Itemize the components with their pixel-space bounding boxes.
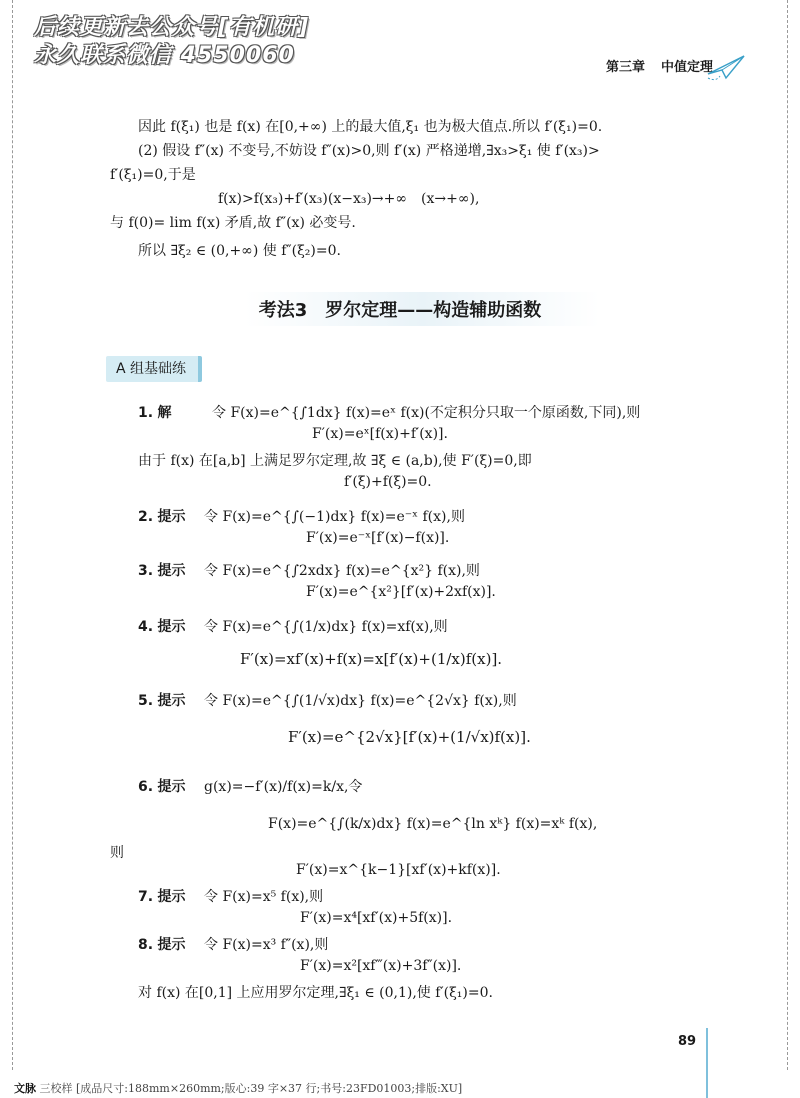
section-title: 考法3 罗尔定理——构造辅助函数 <box>258 300 542 321</box>
item-1: 1. 解 <box>138 405 172 421</box>
item-6-line-4: F′(x)=x^{k−1}[xf′(x)+kf(x)]. <box>296 862 501 878</box>
item-3-line-2: F′(x)=e^{x²}[f′(x)+2xf(x)]. <box>306 584 496 600</box>
text-line: (2) 假设 f″(x) 不变号,不妨设 f″(x)>0,则 f′(x) 严格递增,∃x₃>ξ₁ 使 f′(x₃)> <box>138 143 600 159</box>
item-6-line-1: g(x)=−f′(x)/f(x)=k/x,令 <box>204 779 363 795</box>
footer-text: 三校样 [成品尺寸:188mm×260mm;版心:39 字×37 行;书号:23FD01003;排版:XU] <box>39 1082 463 1095</box>
item-7: 7. 提示 <box>138 889 186 905</box>
item-5-line-1: 令 F(x)=e^{∫(1/√x)dx} f(x)=e^{2√x} f(x),则 <box>204 693 517 709</box>
item-5: 5. 提示 <box>138 693 186 709</box>
item-3-line-1: 令 F(x)=e^{∫2xdx} f(x)=e^{x²} f(x),则 <box>204 563 480 579</box>
print-footer <box>14 1080 462 1096</box>
item-1-line-4: f′(ξ)+f(ξ)=0. <box>344 474 432 490</box>
item-7-line-2: F′(x)=x⁴[xf′(x)+5f(x)]. <box>300 910 453 926</box>
item-8-line-3: 对 f(x) 在[0,1] 上应用罗尔定理,∃ξ₁ ∈ (0,1),使 f′(ξ₁)=0. <box>138 985 493 1001</box>
item-8-line-1: 令 F(x)=x³ f″(x),则 <box>204 937 329 953</box>
left-dashed-border <box>12 0 13 1070</box>
page-number: 89 <box>678 1034 697 1049</box>
chapter-label: 第三章 <box>606 60 646 75</box>
item-7-line-1: 令 F(x)=x⁵ f(x),则 <box>204 889 324 905</box>
item-1-line-1: 令 F(x)=e^{∫1dx} f(x)=eˣ f(x)(不定积分只取一个原函数,下同),则 <box>212 405 641 421</box>
item-4: 4. 提示 <box>138 619 186 635</box>
right-dashed-border <box>787 0 788 1070</box>
page-number-rule <box>706 1028 708 1098</box>
item-2-line-2: F′(x)=e⁻ˣ[f′(x)−f(x)]. <box>306 530 450 546</box>
text-line: 因此 f(ξ₁) 也是 f(x) 在[0,+∞) 上的最大值,ξ₁ 也为极大值点.所以 f′(ξ₁)=0. <box>138 119 603 135</box>
text-line: 与 f(0)= lim f(x) 矛盾,故 f″(x) 必变号. <box>110 215 356 231</box>
watermark-line-2: 永久联系微信 4550060 <box>34 43 295 68</box>
item-6: 6. 提示 <box>138 779 186 795</box>
paper-plane-icon <box>706 52 746 82</box>
watermark-line-1: 后续更新去公众号[有机研] <box>34 15 310 40</box>
item-3: 3. 提示 <box>138 563 186 579</box>
math-display: f(x)>f(x₃)+f′(x₃)(x−x₃)→+∞ (x→+∞), <box>218 191 480 207</box>
item-6-line-2: F(x)=e^{∫(k/x)dx} f(x)=e^{ln xᵏ} f(x)=xᵏ f(x), <box>268 816 598 832</box>
text-line: f′(ξ₁)=0,于是 <box>110 167 196 183</box>
item-2: 2. 提示 <box>138 509 186 525</box>
item-2-line-1: 令 F(x)=e^{∫(−1)dx} f(x)=e⁻ˣ f(x),则 <box>204 509 465 525</box>
text-line: 所以 ∃ξ₂ ∈ (0,+∞) 使 f″(ξ₂)=0. <box>138 243 341 259</box>
item-5-line-2: F′(x)=e^{2√x}[f′(x)+(1/√x)f(x)]. <box>288 728 531 746</box>
running-header <box>606 56 713 75</box>
chapter-title: 中值定理 <box>661 60 714 75</box>
item-6-line-3: 则 <box>110 845 124 861</box>
item-1-line-3: 由于 f(x) 在[a,b] 上满足罗尔定理,故 ∃ξ ∈ (a,b),使 F′(ξ)=0,即 <box>138 453 532 469</box>
item-4-line-1: 令 F(x)=e^{∫(1/x)dx} f(x)=xf(x),则 <box>204 619 448 635</box>
item-4-line-2: F′(x)=xf′(x)+f(x)=x[f′(x)+(1/x)f(x)]. <box>240 650 503 668</box>
item-8: 8. 提示 <box>138 937 186 953</box>
item-1-line-2: F′(x)=eˣ[f(x)+f′(x)]. <box>312 426 448 442</box>
footer-brand: 文脉 <box>14 1082 36 1095</box>
group-tag: A 组基础练 <box>106 356 202 382</box>
item-8-line-2: F′(x)=x²[xf‴(x)+3f″(x)]. <box>300 958 462 974</box>
